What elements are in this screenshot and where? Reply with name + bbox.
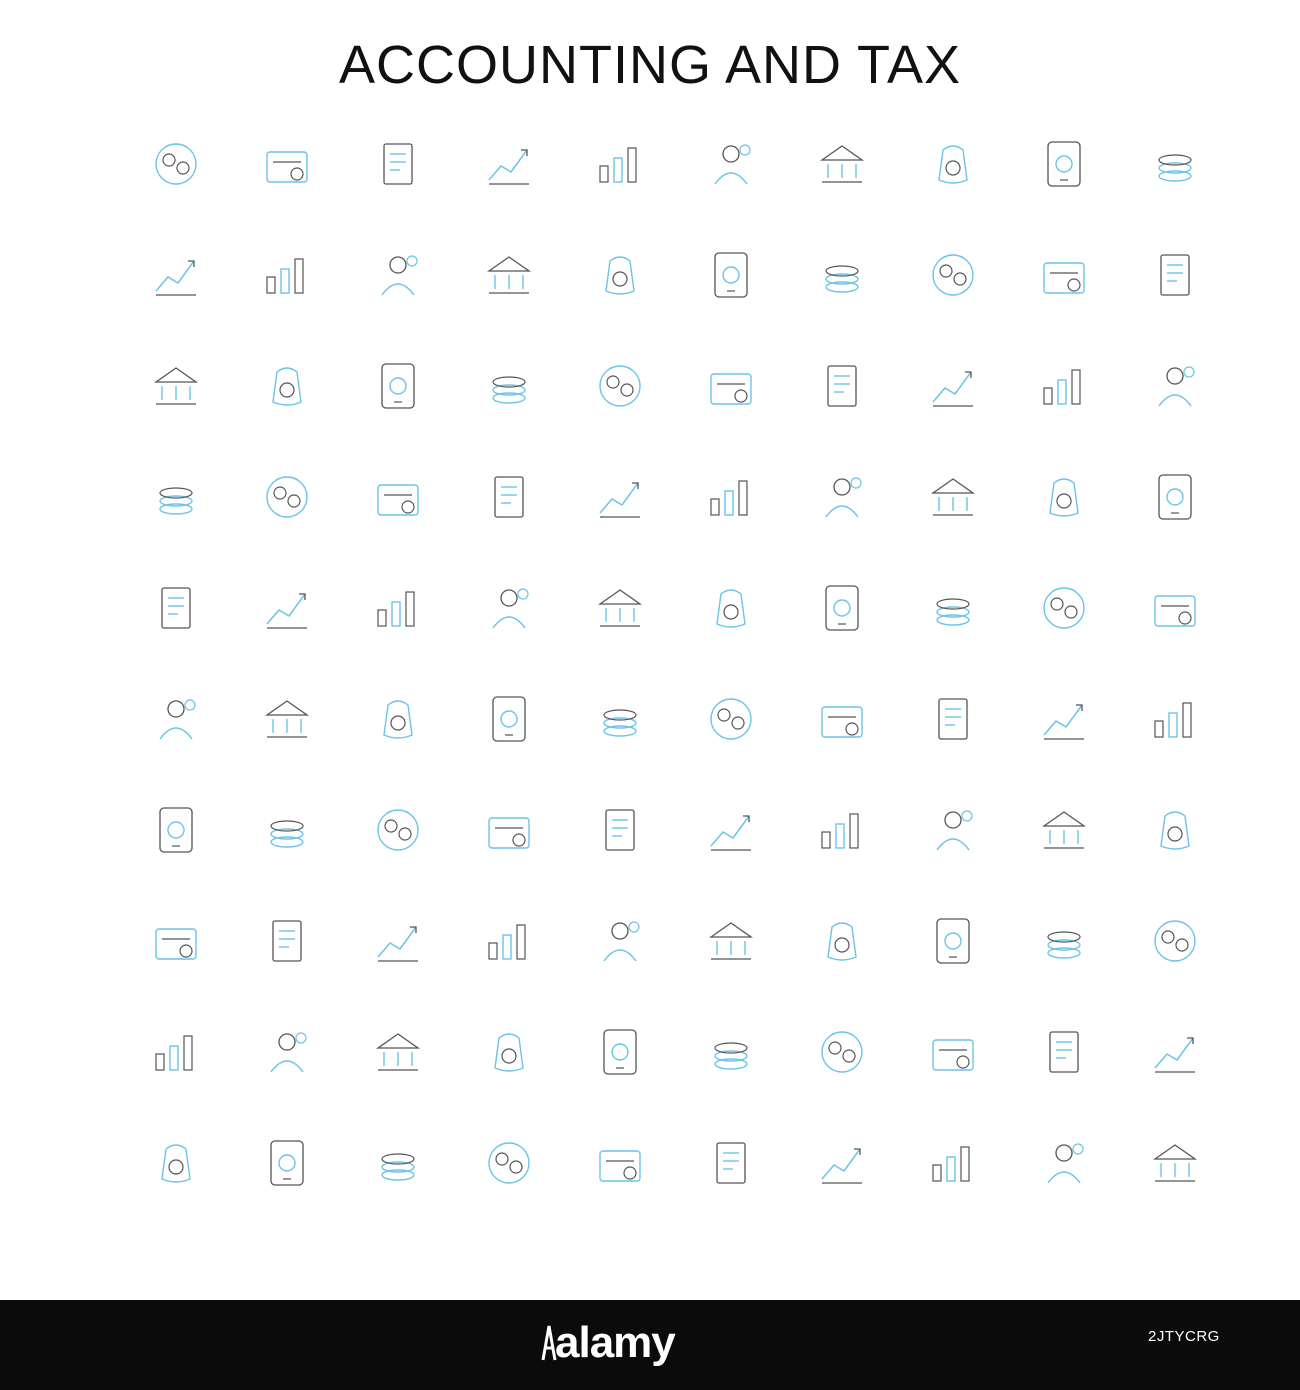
icon-cell bbox=[564, 663, 675, 774]
balance-house-icon bbox=[1036, 358, 1092, 414]
report-person-icon bbox=[1147, 913, 1203, 969]
icon-cell bbox=[120, 1107, 231, 1218]
house-icon bbox=[1147, 358, 1203, 414]
icon-cell bbox=[786, 1107, 897, 1218]
money-transfer-icon bbox=[592, 580, 648, 636]
footer-bar bbox=[0, 1300, 1300, 1390]
card-payment-icon bbox=[703, 136, 759, 192]
card-coins-icon bbox=[370, 691, 426, 747]
rising-arrow-hand-icon bbox=[481, 136, 537, 192]
icon-cell bbox=[675, 774, 786, 885]
dollar-person-icon bbox=[592, 1135, 648, 1191]
icon-cell bbox=[564, 774, 675, 885]
alamy-logo: alamy bbox=[555, 1318, 675, 1367]
icon-cell bbox=[231, 330, 342, 441]
icon-cell bbox=[231, 885, 342, 996]
crypto-card-icon bbox=[148, 691, 204, 747]
money-bag-shield-icon bbox=[925, 1135, 981, 1191]
online-meeting-icon bbox=[148, 247, 204, 303]
warning-chart-icon bbox=[592, 358, 648, 414]
finance-dashboard-icon bbox=[481, 913, 537, 969]
icon-cell bbox=[1008, 441, 1119, 552]
delivery-boxes-icon bbox=[703, 580, 759, 636]
dollar-globe-icon bbox=[814, 358, 870, 414]
icon-cell bbox=[564, 1107, 675, 1218]
icon-cell bbox=[231, 996, 342, 1107]
icon-cell bbox=[453, 774, 564, 885]
plant-coins-icon bbox=[1147, 802, 1203, 858]
bank-card-building-icon bbox=[925, 136, 981, 192]
dollar-map-icon bbox=[703, 691, 759, 747]
banknote-magnifier-icon bbox=[814, 1024, 870, 1080]
icon-cell bbox=[897, 663, 1008, 774]
icon-cell bbox=[1008, 1107, 1119, 1218]
icon-cell bbox=[342, 885, 453, 996]
icon-cell bbox=[1119, 774, 1230, 885]
icon-cell bbox=[120, 774, 231, 885]
mobile-ranking-icon bbox=[592, 802, 648, 858]
icon-cell bbox=[897, 108, 1008, 219]
document-pencil-icon bbox=[925, 469, 981, 525]
icon-cell bbox=[342, 774, 453, 885]
icon-cell bbox=[564, 219, 675, 330]
cash-plant-icon bbox=[814, 469, 870, 525]
dollar-envelope-icon bbox=[814, 913, 870, 969]
growth-person-icon bbox=[370, 1024, 426, 1080]
process-flow-icon bbox=[370, 247, 426, 303]
government-building-icon bbox=[1147, 469, 1203, 525]
icon-cell bbox=[564, 552, 675, 663]
icon-cell bbox=[564, 885, 675, 996]
calculator-dollar-icon bbox=[259, 802, 315, 858]
icon-cell bbox=[1008, 219, 1119, 330]
icon-cell bbox=[231, 108, 342, 219]
icon-cell bbox=[453, 996, 564, 1107]
icon-cell bbox=[342, 552, 453, 663]
piggy-bank-icon bbox=[259, 136, 315, 192]
icon-cell bbox=[453, 219, 564, 330]
money-bag-decline-icon bbox=[148, 580, 204, 636]
icon-cell bbox=[231, 552, 342, 663]
crypto-exchange-icon bbox=[481, 469, 537, 525]
document-person-icon bbox=[1147, 1135, 1203, 1191]
currency-exchange-icon bbox=[148, 136, 204, 192]
icon-cell bbox=[1008, 330, 1119, 441]
icon-cell bbox=[1119, 663, 1230, 774]
icon-cell bbox=[786, 108, 897, 219]
icon-cell bbox=[564, 330, 675, 441]
analyst-chart-icon bbox=[592, 913, 648, 969]
icon-cell bbox=[120, 552, 231, 663]
page-title: ACCOUNTING AND TAX bbox=[338, 35, 962, 95]
money-bag-chart-icon bbox=[259, 580, 315, 636]
key-person-icon bbox=[148, 358, 204, 414]
percent-document-icon bbox=[814, 580, 870, 636]
icon-cell bbox=[342, 441, 453, 552]
coin-stacks-plant-icon bbox=[814, 136, 870, 192]
banknote-icon bbox=[370, 580, 426, 636]
icon-cell bbox=[1008, 552, 1119, 663]
certificate-click-icon bbox=[370, 136, 426, 192]
icon-cell bbox=[1119, 996, 1230, 1107]
compass-arrows-icon bbox=[481, 358, 537, 414]
bank-building-icon bbox=[259, 469, 315, 525]
icon-cell bbox=[342, 663, 453, 774]
icon-grid bbox=[120, 108, 1230, 1218]
icon-cell bbox=[342, 996, 453, 1107]
strength-briefcase-icon bbox=[1036, 1024, 1092, 1080]
coins-decline-icon bbox=[1036, 580, 1092, 636]
icon-cell bbox=[342, 1107, 453, 1218]
icon-cell bbox=[1119, 219, 1230, 330]
idea-team-icon bbox=[259, 1024, 315, 1080]
icon-cell bbox=[897, 552, 1008, 663]
icon-cell bbox=[897, 885, 1008, 996]
teacher-dollar-icon bbox=[148, 1024, 204, 1080]
icon-cell bbox=[675, 1107, 786, 1218]
balance-scale-icon bbox=[814, 691, 870, 747]
bank-people-icon bbox=[370, 469, 426, 525]
icon-cell bbox=[897, 219, 1008, 330]
coins-growth-icon bbox=[1147, 580, 1203, 636]
icon-cell bbox=[786, 996, 897, 1107]
consultation-icon bbox=[814, 802, 870, 858]
icon-cell bbox=[675, 885, 786, 996]
icon-cell bbox=[786, 330, 897, 441]
icon-cell bbox=[231, 219, 342, 330]
people-network-icon bbox=[925, 358, 981, 414]
bitcoin-banknote-icon bbox=[370, 913, 426, 969]
city-money-bag-icon bbox=[370, 1135, 426, 1191]
euro-banknote-icon bbox=[925, 913, 981, 969]
icon-cell bbox=[231, 774, 342, 885]
dollar-scroll-icon bbox=[703, 1024, 759, 1080]
icon-cell bbox=[564, 996, 675, 1107]
global-business-icon bbox=[703, 247, 759, 303]
document-webpage-icon bbox=[370, 358, 426, 414]
icon-cell bbox=[1008, 996, 1119, 1107]
bank-dollar-icon bbox=[925, 1024, 981, 1080]
document-chart-icon bbox=[1036, 913, 1092, 969]
money-bag-coins-icon bbox=[1036, 136, 1092, 192]
icon-cell bbox=[786, 441, 897, 552]
bank-tower-icon bbox=[481, 580, 537, 636]
trophy-house-icon bbox=[481, 802, 537, 858]
mobile-banking-icon bbox=[703, 469, 759, 525]
leader-cubes-icon bbox=[1147, 247, 1203, 303]
icon-cell bbox=[897, 996, 1008, 1107]
icon-cell bbox=[120, 663, 231, 774]
image-code: 2JTYCRG bbox=[1148, 1328, 1220, 1345]
gold-bars-icon bbox=[259, 691, 315, 747]
calendar-dollar-icon bbox=[148, 469, 204, 525]
icon-cell bbox=[675, 552, 786, 663]
icon-cell bbox=[1119, 885, 1230, 996]
business-team-icon bbox=[592, 247, 648, 303]
target-arrows-icon bbox=[814, 247, 870, 303]
team-leader-icon bbox=[148, 1135, 204, 1191]
icon-cell bbox=[453, 663, 564, 774]
customer-support-icon bbox=[259, 247, 315, 303]
icon-cell bbox=[897, 330, 1008, 441]
business-presentation-icon bbox=[592, 1024, 648, 1080]
icon-cell bbox=[1119, 441, 1230, 552]
icon-cell bbox=[453, 1107, 564, 1218]
icon-cell bbox=[1119, 552, 1230, 663]
house-dollar-icon bbox=[814, 1135, 870, 1191]
eye-magnifier-icon bbox=[703, 358, 759, 414]
icon-cell bbox=[231, 441, 342, 552]
icon-cell bbox=[564, 108, 675, 219]
dollar-coins-touch-icon bbox=[1036, 802, 1092, 858]
icon-cell bbox=[453, 885, 564, 996]
bank-coins-icon bbox=[592, 469, 648, 525]
icon-cell bbox=[453, 441, 564, 552]
growth-chart-person-icon bbox=[148, 802, 204, 858]
icon-cell bbox=[564, 441, 675, 552]
bank-gear-icon bbox=[703, 913, 759, 969]
icon-cell bbox=[675, 663, 786, 774]
map-coins-icon bbox=[1036, 469, 1092, 525]
growth-arrows-icon bbox=[1147, 1024, 1203, 1080]
icon-cell bbox=[120, 996, 231, 1107]
icon-cell bbox=[897, 441, 1008, 552]
house-chart-icon bbox=[925, 580, 981, 636]
online-chat-icon bbox=[370, 802, 426, 858]
icon-cell bbox=[120, 330, 231, 441]
icon-cell bbox=[1119, 1107, 1230, 1218]
icon-cell bbox=[231, 1107, 342, 1218]
icon-cell bbox=[342, 219, 453, 330]
idea-brain-icon bbox=[1036, 691, 1092, 747]
icon-cell bbox=[786, 552, 897, 663]
icon-cell bbox=[120, 219, 231, 330]
icon-cell bbox=[342, 108, 453, 219]
calendar-dollar-coins-icon bbox=[1036, 1135, 1092, 1191]
icon-cell bbox=[786, 885, 897, 996]
profile-webpage-icon bbox=[1036, 247, 1092, 303]
icon-cell bbox=[1008, 774, 1119, 885]
icon-cell bbox=[675, 108, 786, 219]
icon-cell bbox=[120, 108, 231, 219]
climber-flag-icon bbox=[925, 691, 981, 747]
dollar-inbox-icon bbox=[592, 691, 648, 747]
tablet-shopping-icon bbox=[1147, 691, 1203, 747]
icon-cell bbox=[120, 885, 231, 996]
coins-hands-icon bbox=[1147, 136, 1203, 192]
icon-cell bbox=[1008, 108, 1119, 219]
team-growth-icon bbox=[481, 247, 537, 303]
megaphone-hand-icon bbox=[925, 247, 981, 303]
icon-cell bbox=[675, 219, 786, 330]
icon-cell bbox=[453, 552, 564, 663]
icon-cell bbox=[897, 774, 1008, 885]
thumbs-up-webpage-icon bbox=[259, 358, 315, 414]
card-dollar-icon bbox=[481, 1135, 537, 1191]
dollar-gear-balance-icon bbox=[481, 1024, 537, 1080]
growth-chart-hand-icon bbox=[592, 136, 648, 192]
icon-cell bbox=[897, 1107, 1008, 1218]
icon-cell bbox=[786, 774, 897, 885]
idea-bulb-hands-icon bbox=[703, 802, 759, 858]
icon-cell bbox=[1008, 663, 1119, 774]
icon-cell bbox=[453, 108, 564, 219]
icon-cell bbox=[453, 330, 564, 441]
icon-cell bbox=[675, 996, 786, 1107]
circular-dollar-icon bbox=[259, 1135, 315, 1191]
book-coins-icon bbox=[259, 913, 315, 969]
mobile-dollar-icon bbox=[925, 802, 981, 858]
icon-cell bbox=[1119, 330, 1230, 441]
icon-cell bbox=[1008, 885, 1119, 996]
icon-cell bbox=[1119, 108, 1230, 219]
icon-cell bbox=[675, 330, 786, 441]
icon-cell bbox=[342, 330, 453, 441]
icon-cell bbox=[675, 441, 786, 552]
icon-cell bbox=[786, 663, 897, 774]
icon-cell bbox=[231, 663, 342, 774]
icon-cell bbox=[120, 441, 231, 552]
pie-chart-icon bbox=[703, 1135, 759, 1191]
percent-laptop-icon bbox=[148, 913, 204, 969]
icon-cell bbox=[786, 219, 897, 330]
businessman-dollar-icon bbox=[481, 691, 537, 747]
